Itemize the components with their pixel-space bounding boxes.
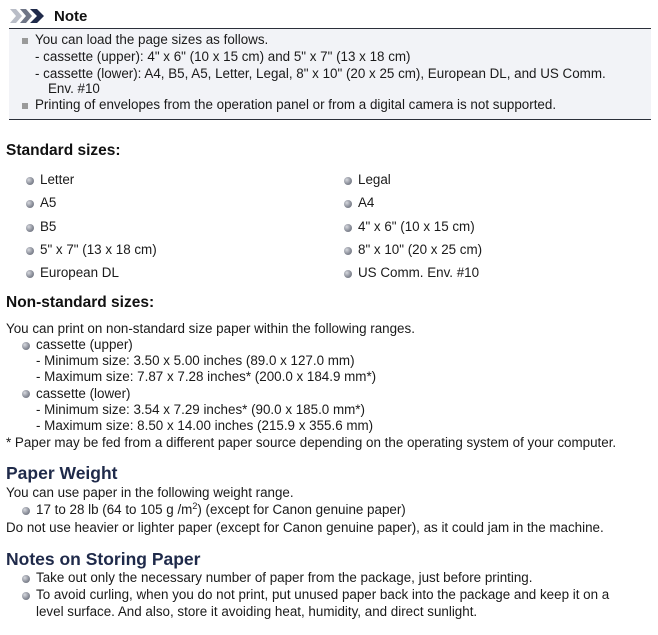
bullet-icon [22, 592, 30, 600]
non-standard-intro: You can print on non-standard size paper within the following ranges. [6, 321, 415, 336]
bullet-icon [344, 247, 352, 255]
size-item: 5" x 7" (13 x 18 cm) [40, 242, 157, 257]
storing-item: To avoid curling, when you do not print, put unused paper back into the package and keep it on a [36, 587, 610, 602]
size-item: European DL [40, 265, 119, 280]
note-sub-item: - cassette (upper): 4" x 6" (10 x 15 cm) and 5" x 7" (13 x 18 cm) [35, 49, 411, 64]
size-item: B5 [40, 219, 57, 234]
bullet-icon [344, 200, 352, 208]
standard-sizes-heading: Standard sizes: [6, 142, 121, 159]
non-standard-sizes-heading: Non-standard sizes: [6, 294, 155, 311]
note-sub-item: - cassette (lower): A4, B5, A5, Letter, Legal, 8" x 10" (20 x 25 cm), European DL, and US Comm. [35, 66, 606, 81]
storing-item: Take out only the necessary number of paper from the package, just before printing. [36, 570, 533, 585]
square-bullet-icon [22, 38, 28, 44]
bullet-icon [26, 177, 34, 185]
bullet-icon [26, 270, 34, 278]
note-item-text: Printing of envelopes from the operation panel or from a digital camera is not supported. [35, 97, 557, 112]
bullet-icon [22, 575, 30, 583]
note-title: Note [54, 7, 88, 25]
paper-weight-heading: Paper Weight [6, 463, 118, 483]
note-item-text: You can load the page sizes as follows. [35, 32, 269, 47]
bullet-icon [344, 177, 352, 185]
paper-weight-warning: Do not use heavier or lighter paper (except for Canon genuine paper), as it could jam in the machine. [6, 520, 604, 535]
bullet-icon [26, 224, 34, 232]
bullet-icon [22, 390, 30, 398]
square-bullet-icon [22, 103, 28, 109]
bullet-icon [22, 507, 30, 515]
size-item: Letter [40, 172, 75, 187]
weight-range: 17 to 28 lb (64 to 105 g $/m^2$) (except for Canon genuine paper) [36, 501, 406, 517]
footnote: * Paper may be fed from a different paper source depending on the operating system of your computer. [6, 435, 617, 450]
storing-heading: Notes on Storing Paper [6, 549, 201, 569]
storing-item-continued: level surface. And also, store it avoiding heat, humidity, and direct sunlight. [36, 604, 478, 619]
bullet-icon [344, 224, 352, 232]
cassette-label: cassette (upper) [36, 337, 133, 352]
size-item: US Comm. Env. #10 [358, 265, 480, 280]
max-size: - Maximum size: 8.50 x 14.00 inches (215.9 x 355.6 mm) [36, 418, 374, 433]
bullet-icon [26, 247, 34, 255]
size-item: 4" x 6" (10 x 15 cm) [358, 219, 475, 234]
note-header [10, 6, 87, 26]
paper-weight-intro: You can use paper in the following weight range. [6, 485, 294, 500]
bullet-icon [344, 270, 352, 278]
max-size: - Maximum size: 7.87 x 7.28 inches* (200.0 x 184.9 mm*) [36, 369, 377, 384]
size-item: 8" x 10" (20 x 25 cm) [358, 242, 483, 257]
bullet-icon [22, 342, 30, 350]
size-item: Legal [358, 172, 391, 187]
size-item: A4 [358, 195, 375, 210]
size-item: A5 [40, 195, 57, 210]
cassette-label: cassette (lower) [36, 386, 131, 401]
note-sub-item: Env. #10 [48, 81, 100, 96]
min-size: - Minimum size: 3.50 x 5.00 inches (89.0 x 127.0 mm) [36, 353, 355, 368]
bullet-icon [26, 200, 34, 208]
note-box [9, 28, 651, 120]
min-size: - Minimum size: 3.54 x 7.29 inches* (90.0 x 185.0 mm*) [36, 402, 365, 417]
triple-chevron-icon [10, 9, 46, 23]
